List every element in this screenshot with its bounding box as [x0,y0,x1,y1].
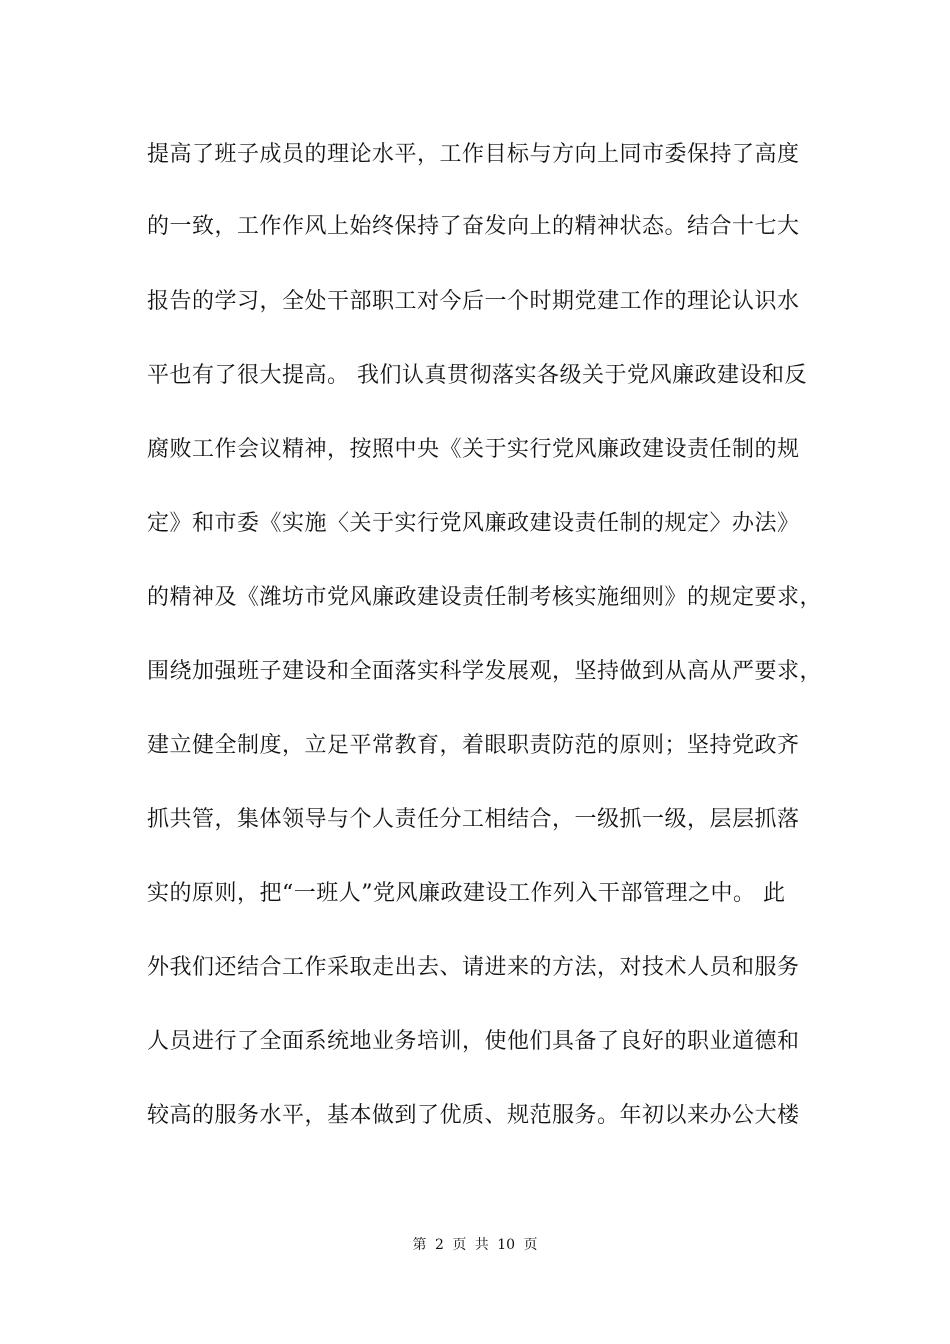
text-line: 抓共管，集体领导与个人责任分工相结合，一级抓一级，层层抓落 [147,807,800,832]
text-line: 定》和市委《实施〈关于实行党风廉政建设责任制的规定〉办法》 [147,511,800,536]
text-line: 围绕加强班子建设和全面落实科学发展观，坚持做到从高从严要求， [147,659,823,684]
text-line: 实的原则，把“一班人”党风廉政建设工作列入干部管理之中。 此 [147,881,786,906]
page-word: 页 [452,1237,467,1253]
text-line: 的一致，工作作风上始终保持了奋发向上的精神状态。结合十七大 [147,214,800,239]
text-line: 外我们还结合工作采取走出去、请进来的方法，对技术人员和服务 [147,955,800,980]
text-line: 人员进行了全面系统地业务培训，使他们具备了良好的职业道德和 [147,1029,800,1054]
page-footer [0,1236,950,1254]
text-line: 较高的服务水平，基本做到了优质、规范服务。年初以来办公大楼 [147,1103,800,1128]
text-line: 报告的学习，全处干部职工对今后一个时期党建工作的理论认识水 [147,289,800,314]
text-line: 腐败工作会议精神，按照中央《关于实行党风廉政建设责任制的规 [147,437,800,462]
current-page-number: 2 [434,1237,444,1253]
page-prefix: 第 [412,1237,427,1253]
text-line: 平也有了很大提高。 我们认真贯彻落实各级关于党风廉政建设和反 [147,363,807,388]
total-suffix: 页 [523,1237,538,1253]
total-prefix: 共 [474,1237,489,1253]
text-line: 提高了班子成员的理论水平，工作目标与方向上同市委保持了高度 [147,142,800,167]
total-page-count: 10 [497,1237,516,1253]
text-line: 建立健全制度，立足平常教育，着眼职责防范的原则；坚持党政齐 [147,733,800,758]
text-line: 的精神及《潍坊市党风廉政建设责任制考核实施细则》的规定要求， [147,585,823,610]
